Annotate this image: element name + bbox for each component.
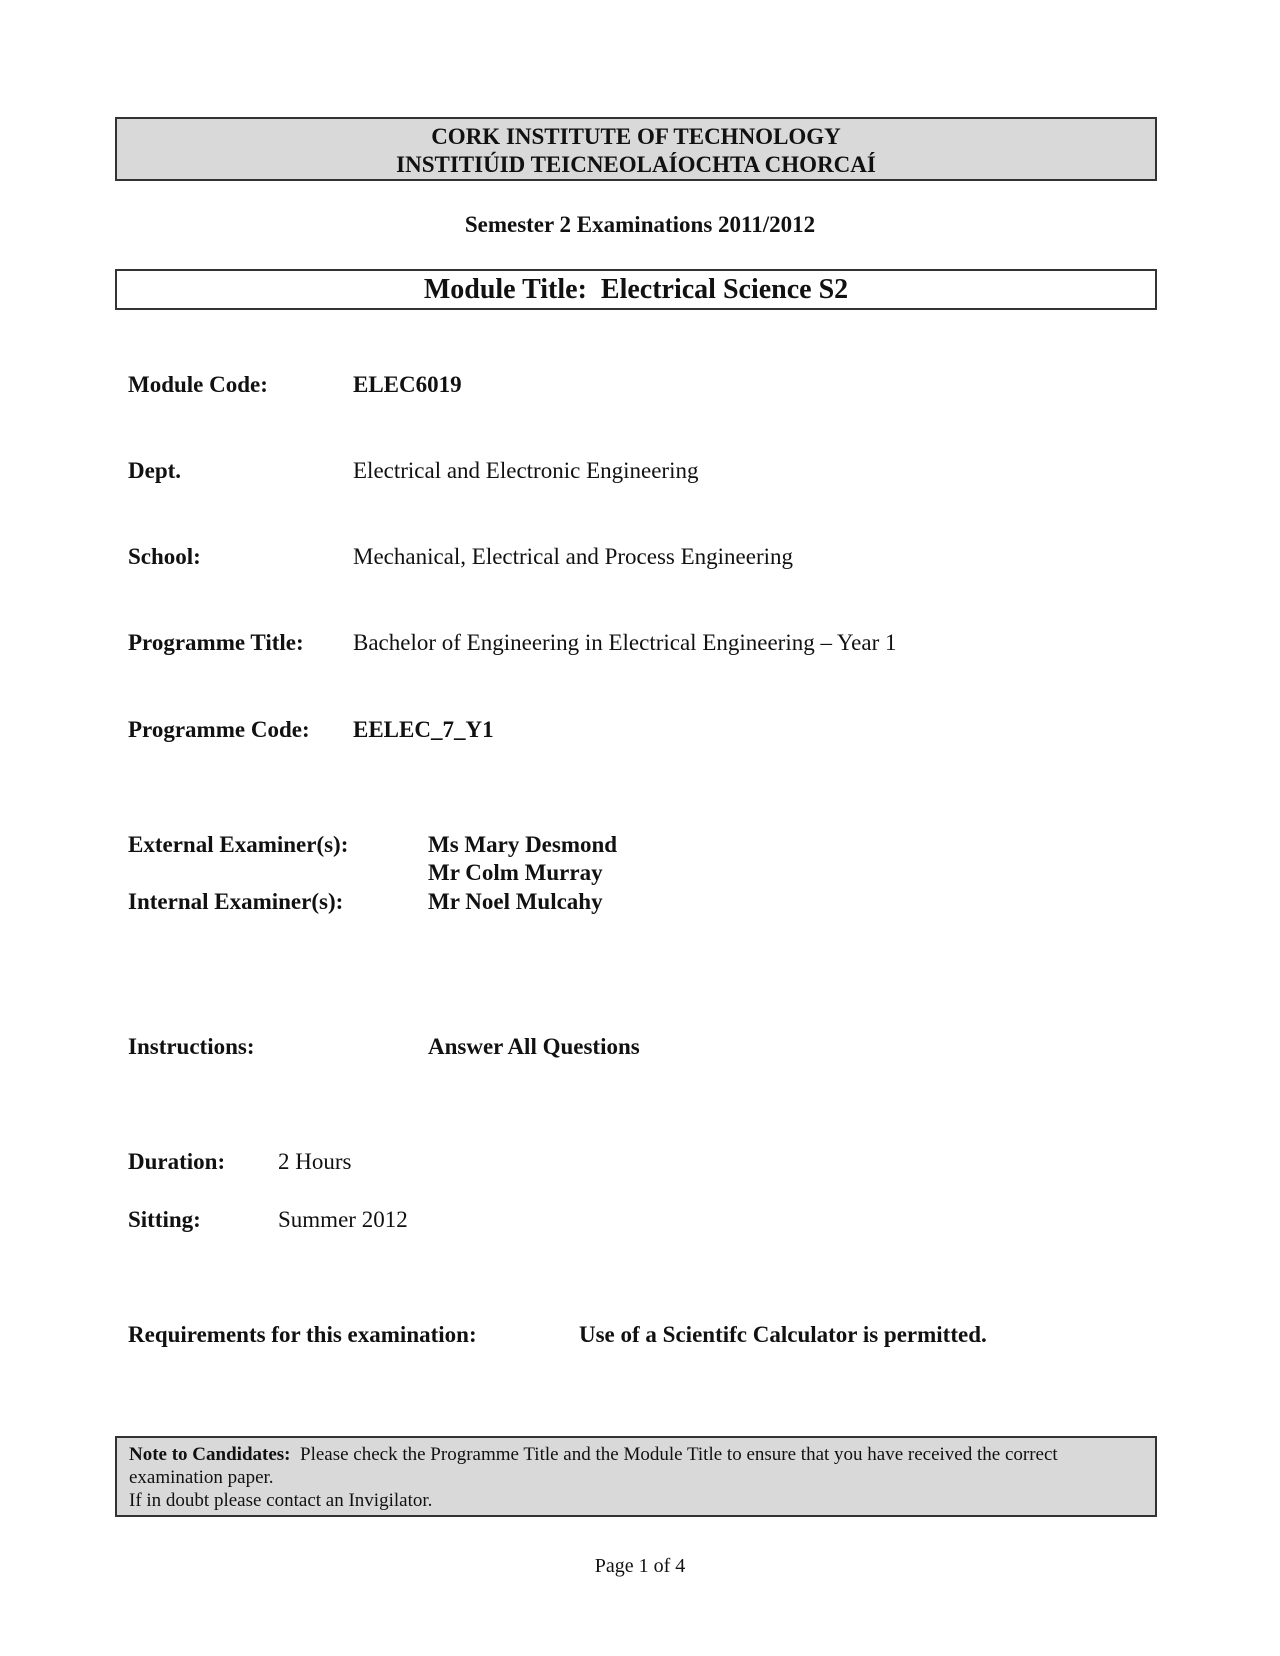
instructions-value: Answer All Questions [428, 1034, 640, 1059]
dept-value: Electrical and Electronic Engineering [353, 458, 699, 483]
internal-examiner-label: Internal Examiner(s): [128, 889, 344, 914]
note-to-candidates [115, 1436, 1157, 1517]
note-text: Please check the Programme Title and the Module Title to ensure that you have received the correct examination paper. [129, 1444, 1058, 1488]
institute-name-english: CORK INSTITUTE OF TECHNOLOGY [431, 124, 841, 149]
requirements-label: Requirements for this examination: [128, 1322, 477, 1347]
external-examiner-name: Mr Colm Murray [428, 860, 603, 885]
duration-value: 2 Hours [278, 1149, 352, 1174]
module-code-label: Module Code: [128, 372, 268, 397]
dept-label: Dept. [128, 458, 182, 483]
programme-title-label: Programme Title: [128, 630, 304, 655]
internal-examiner-name: Mr Noel Mulcahy [428, 889, 603, 914]
external-examiner-name: Ms Mary Desmond [428, 832, 618, 857]
programme-code-label: Programme Code: [128, 717, 310, 742]
instructions-label: Instructions: [128, 1034, 255, 1059]
school-label: School: [128, 544, 201, 569]
institute-header [115, 117, 1157, 181]
programme-code-value: EELEC_7_Y1 [353, 717, 494, 742]
semester-heading: Semester 2 Examinations 2011/2012 [464, 212, 816, 237]
module-code-value: ELEC6019 [353, 372, 462, 397]
module-title: Module Title: Electrical Science S2 [115, 269, 1157, 310]
requirements-value: Use of a Scientifc Calculator is permitted. [579, 1322, 987, 1347]
institute-name-irish: INSTITIÚID TEICNEOLAÍOCHTA CHORCAÍ [396, 152, 876, 177]
programme-title-value: Bachelor of Engineering in Electrical Engineering – Year 1 [353, 630, 897, 655]
school-value: Mechanical, Electrical and Process Engineering [353, 544, 794, 569]
note-label: Note to Candidates: [129, 1444, 291, 1465]
external-examiner-label: External Examiner(s): [128, 832, 349, 857]
sitting-label: Sitting: [128, 1207, 201, 1232]
sitting-value: Summer 2012 [278, 1207, 408, 1232]
page-number: Page 1 of 4 [594, 1555, 686, 1577]
duration-label: Duration: [128, 1149, 226, 1174]
note-paragraph [129, 1443, 1143, 1489]
note-invigilator-text: If in doubt please contact an Invigilator. [129, 1490, 433, 1511]
